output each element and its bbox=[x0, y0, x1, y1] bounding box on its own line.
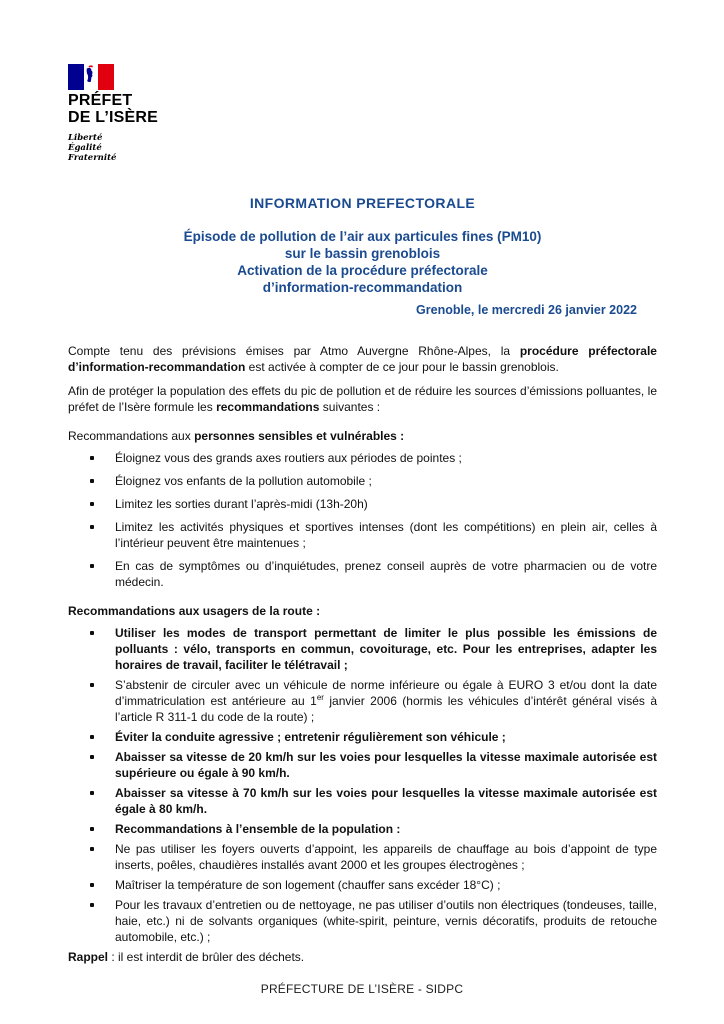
bullet-item: Utiliser les modes de transport permettant de limiter le plus possible les émissions de polluants : vélo, transports en commun, covoiturage, etc. Pour les entreprises, adapter les horaires de travail, faciliter le télétravail ; bbox=[90, 625, 657, 673]
bullet-item: Recommandations à l’ensemble de la population : bbox=[90, 821, 657, 837]
motto-line: Fraternité bbox=[68, 153, 117, 163]
bullet-item: Maîtriser la température de son logement (chauffer sans excéder 18°C) ; bbox=[90, 877, 657, 893]
title-line: Activation de la procédure préfectorale bbox=[237, 263, 488, 278]
republic-motto bbox=[68, 133, 657, 163]
dateline: Grenoble, le mercredi 26 janvier 2022 bbox=[416, 303, 637, 317]
prefecture-name bbox=[68, 93, 657, 126]
bullet-item: Abaisser sa vitesse à 70 km/h sur les voies pour lesquelles la vitesse maximale autorisée est égale à 80 km/h. bbox=[90, 785, 657, 817]
intro-paragraph: Afin de protéger la population des effets du pic de pollution et de réduire les sources d’émissions polluantes, le préfet de l’Isère formule les recommandations suivantes : bbox=[68, 384, 657, 414]
section-heading-road-users: Recommandations aux usagers de la route : bbox=[68, 604, 321, 618]
bullet-item: Éviter la conduite agressive ; entretenir régulièrement son véhicule ; bbox=[90, 729, 657, 745]
french-flag-marianne-icon bbox=[68, 64, 114, 90]
motto-line: Égalité bbox=[68, 143, 102, 153]
prefecture-name-line: DE L’ISÈRE bbox=[68, 108, 159, 126]
motto-line: Liberté bbox=[68, 133, 103, 143]
bullet-item: Ne pas utiliser les foyers ouverts d’appoint, les appareils de chauffage au bois d’appoint de type inserts, poêles, chaudières installés avant 2000 et les groupes électrogènes ; bbox=[90, 841, 657, 873]
bullet-item: Éloignez vous des grands axes routiers aux périodes de pointes ; bbox=[90, 450, 657, 466]
bullet-item: Limitez les activités physiques et sportives intenses (dont les compétitions) en plein air, celles à l’intérieur peuvent être maintenues ; bbox=[90, 519, 657, 551]
bullet-item: Abaisser sa vitesse de 20 km/h sur les voies pour lesquelles la vitesse maximale autorisée est supérieure ou égale à 90 km/h. bbox=[90, 749, 657, 781]
bullet-list-road-users bbox=[68, 625, 657, 945]
bullet-item: S’abstenir de circuler avec un véhicule de norme inférieure ou égale à EURO 3 et/ou dont la date d’immatriculation est antérieure au 1er janvier 2006 (hormis les véhicules d’intérêt général visés à l’article R 311-1 du code de la route) ; bbox=[90, 677, 657, 725]
bullet-item: Éloignez vos enfants de la pollution automobile ; bbox=[90, 473, 657, 489]
prefecture-name-line: PRÉFET bbox=[68, 92, 133, 109]
title-line: Épisode de pollution de l’air aux particules fines (PM10) bbox=[183, 229, 542, 244]
document-footer: PRÉFECTURE DE L’ISÈRE - SIDPC bbox=[260, 982, 464, 996]
document-title bbox=[68, 228, 657, 296]
prefecture-logo bbox=[68, 64, 657, 163]
bullet-list-sensitive-people bbox=[68, 450, 657, 590]
title-line: sur le bassin grenoblois bbox=[284, 246, 441, 261]
bullet-item: En cas de symptômes ou d’inquiétudes, prenez conseil auprès de votre pharmacien ou de votre médecin. bbox=[90, 558, 657, 590]
bullet-item: Limitez les sorties durant l’après-midi (13h-20h) bbox=[90, 496, 657, 512]
title-line: d’information-recommandation bbox=[262, 280, 463, 295]
document-kicker: INFORMATION PREFECTORALE bbox=[249, 195, 476, 211]
section-heading-sensitive-people: Recommandations aux personnes sensibles et vulnérables : bbox=[68, 429, 405, 443]
bullet-item: Pour les travaux d’entretien ou de nettoyage, ne pas utiliser d’outils non électriques (tondeuses, taille, haie, etc.) ni de solvants organiques (white-spirit, peinture, vernis décoratifs, produits de retouche automobile, etc.) ; bbox=[90, 897, 657, 945]
intro-paragraph: Compte tenu des prévisions émises par Atmo Auvergne Rhône-Alpes, la procédure préfectorale d’information-recommandation est activée à compter de ce jour pour le bassin grenoblois. bbox=[68, 344, 657, 374]
rappel-note: Rappel : il est interdit de brûler des déchets. bbox=[68, 950, 305, 964]
